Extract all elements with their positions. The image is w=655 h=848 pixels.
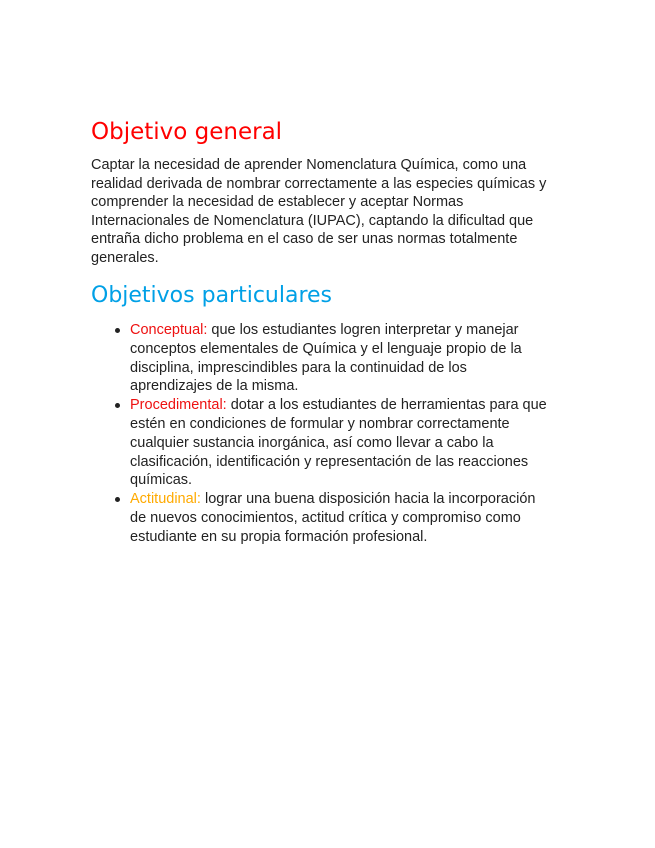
item-text: lograr una buena disposición hacia la incorporación: [200, 491, 536, 508]
item-text: que los estudiantes logren interpretar y manejar: [207, 322, 519, 338]
term-procedimental: Procedimental:: [130, 397, 227, 414]
item-line: cualquier sustancia inorgánica, así como llevar a cabo la: [130, 434, 494, 451]
paragraph-line: Internacionales de Nomenclatura (IUPAC), captando la dificultad que: [91, 212, 534, 229]
bullet-icon: [115, 497, 120, 502]
bullet-icon: [115, 403, 120, 408]
general-objective-paragraph: [91, 156, 571, 268]
item-first-line: [130, 396, 581, 415]
item-line: estén en condiciones de formular y nombrar correctamente: [130, 415, 510, 432]
paragraph-line: Captar la necesidad de aprender Nomenclatura Química, como una: [91, 157, 527, 173]
list-item-procedimental: [91, 396, 581, 490]
paragraph-line: realidad derivada de nombrar correctamente a las especies químicas y: [91, 175, 547, 192]
item-first-line: [130, 490, 581, 509]
item-line: químicas.: [130, 472, 193, 489]
item-line: aprendizajes de la misma.: [130, 378, 299, 395]
item-line: conceptos elementales de Química y el lenguaje propio de la: [130, 340, 522, 357]
list-item-actitudinal: [91, 490, 581, 546]
paragraph-line: generales.: [91, 249, 159, 266]
term-actitudinal: Actitudinal:: [130, 491, 201, 508]
item-line: clasificación, identificación y representación de las reacciones: [130, 453, 529, 470]
list-item-conceptual: [91, 321, 581, 396]
bullet-icon: [115, 328, 120, 333]
item-line: estudiante en su propia formación profesional.: [130, 528, 428, 545]
particular-objectives-list: [91, 321, 581, 547]
paragraph-line: entraña dicho problema en el caso de ser unas normas totalmente: [91, 231, 518, 248]
term-conceptual: Conceptual:: [130, 322, 208, 338]
item-line: disciplina, imprescindibles para la continuidad de los: [130, 359, 467, 376]
heading-objetivos-particulares: Objetivos particulares: [91, 283, 333, 308]
item-text: dotar a los estudiantes de herramientas para que: [226, 397, 547, 414]
heading-objetivo-general: Objetivo general: [91, 119, 283, 145]
item-first-line: [130, 321, 581, 340]
item-line: de nuevos conocimientos, actitud crítica y compromiso como: [130, 509, 521, 526]
paragraph-line: comprender la necesidad de establecer y aceptar Normas: [91, 194, 464, 211]
